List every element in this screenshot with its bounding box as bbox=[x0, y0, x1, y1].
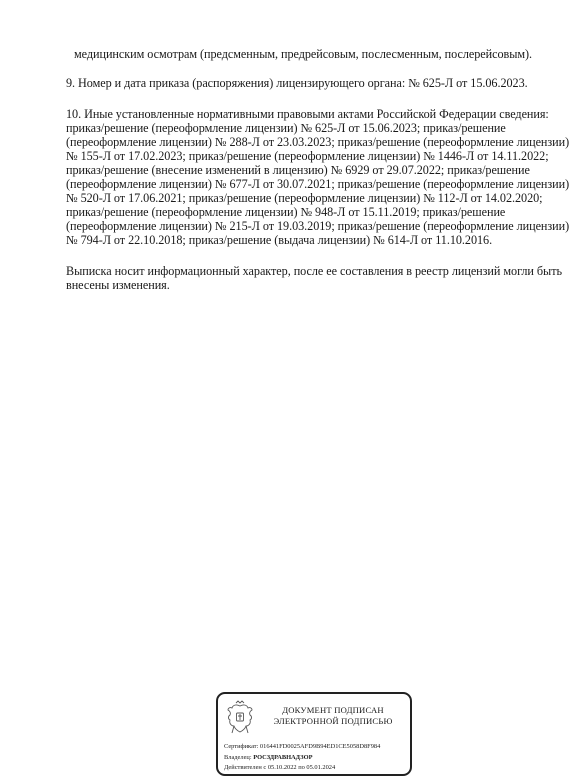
text-line: (переоформление лицензии) № 677-Л от 30.07.2021; приказ/решение (переоформление лицензии) bbox=[66, 177, 570, 191]
certificate-value: 016441FD0025AFD9B94ED1CE5058D8F984 bbox=[259, 743, 381, 750]
disclaimer-line: Выписка носит информационный характер, после ее составления в реестр лицензий могли быть bbox=[66, 264, 562, 278]
certificate-label: Сертификат: bbox=[224, 743, 259, 750]
text-line: № 520-Л от 17.06.2021; приказ/решение (переоформление лицензии) № 112-Л от 14.02.2020; bbox=[66, 191, 543, 205]
text-line: приказ/решение (переоформление лицензии) № 948-Л от 15.11.2019; приказ/решение bbox=[66, 205, 506, 219]
text-line: приказ/решение (внесение изменений в лицензию) № 6929 от 29.07.2022; приказ/решение bbox=[66, 163, 530, 177]
validity-row: Действителен с 05.10.2022 по 05.01.2024 bbox=[224, 764, 336, 771]
signature-title-line1: ДОКУМЕНТ ПОДПИСАН bbox=[282, 705, 384, 715]
signature-title-line2: ЭЛЕКТРОННОЙ ПОДПИСЬЮ bbox=[273, 716, 393, 726]
coat-of-arms-icon bbox=[225, 700, 255, 736]
owner-label: Владелец: bbox=[224, 754, 252, 761]
order-number-line: 9. Номер и дата приказа (распоряжения) лицензирующего органа: № 625-Л от 15.06.2023. bbox=[66, 76, 528, 90]
electronic-signature-stamp bbox=[216, 692, 412, 776]
text-line: 10. Иные установленные нормативными правовыми актами Российской Федерации сведения: bbox=[66, 107, 549, 121]
text-line: (переоформление лицензии) № 288-Л от 23.03.2023; приказ/решение (переоформление лицензии) bbox=[66, 135, 570, 149]
text-line: приказ/решение (переоформление лицензии) № 625-Л от 15.06.2023; приказ/решение bbox=[66, 121, 506, 135]
owner-value: РОСЗДРАВНАДЗОР bbox=[253, 754, 313, 761]
certificate-row bbox=[224, 743, 380, 751]
text-line: № 155-Л от 17.02.2023; приказ/решение (переоформление лицензии) № 1446-Л от 14.11.2022; bbox=[66, 149, 549, 163]
text-line: (переоформление лицензии) № 215-Л от 19.03.2019; приказ/решение (переоформление лицензии) bbox=[66, 219, 570, 233]
owner-row bbox=[224, 754, 312, 762]
text-line: медицинским осмотрам (предсменным, предрейсовым, послесменным, послерейсовым). bbox=[74, 47, 532, 61]
text-line: № 794-Л от 22.10.2018; приказ/решение (выдача лицензии) № 614-Л от 11.10.2016. bbox=[66, 233, 493, 247]
disclaimer-line: внесены изменения. bbox=[66, 278, 170, 292]
